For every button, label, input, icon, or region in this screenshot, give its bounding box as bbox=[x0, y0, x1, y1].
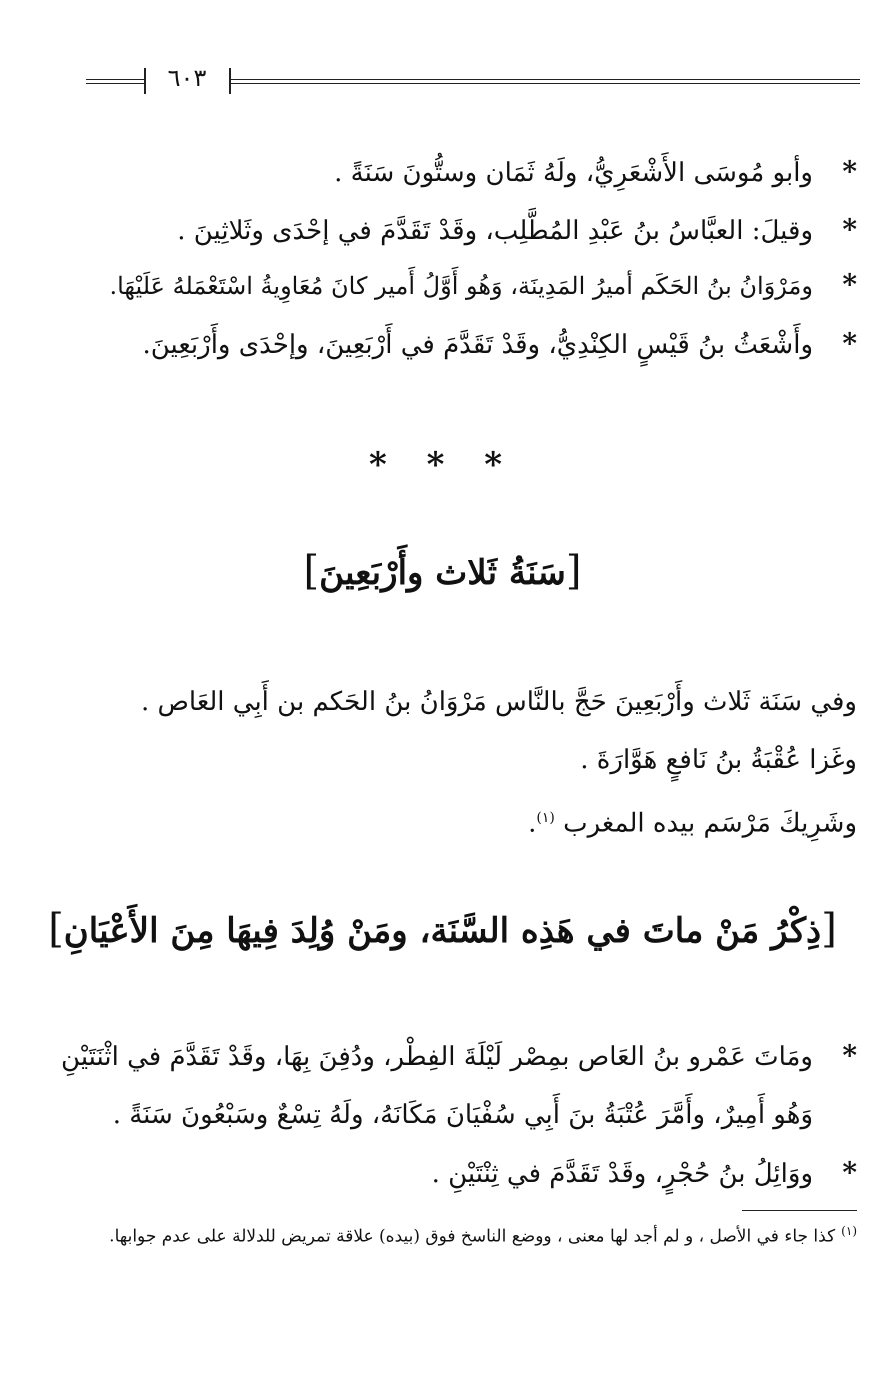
bullet-text: وقيلَ: العبَّاسُ بنُ عَبْدِ المُطَّلِب، وقَدْ تَقَدَّمَ في إحْدَى وثَلاثِينَ . bbox=[177, 216, 813, 246]
footnote-rule bbox=[742, 1210, 857, 1211]
bullet-text: ومَرْوَانُ بنُ الحَكَم أميرُ المَدِينَة، وَهُو أَوَّلُ أَمير كانَ مُعَاوِيةُ اسْتَعْمَلهُ عَلَيْهَا. bbox=[109, 272, 813, 300]
asterisk-icon: * bbox=[842, 213, 857, 246]
death-entry-line bbox=[61, 1036, 857, 1077]
bracket-close: ] bbox=[48, 906, 64, 952]
page-header bbox=[86, 62, 860, 102]
death-entry-text: ووَائِلُ بنُ حُجْرٍ، وقَدْ تَقَدَّمَ في ثِنْتَيْنِ . bbox=[431, 1159, 813, 1189]
header-bar bbox=[144, 68, 146, 94]
year-heading-text: سَنَةُ ثَلاث وأَرْبَعِينَ bbox=[319, 553, 566, 593]
bullet-line bbox=[60, 265, 857, 306]
page-number: ٦٠٣ bbox=[167, 64, 207, 92]
asterisk-icon: * bbox=[842, 155, 857, 188]
bracket-open: [ bbox=[821, 906, 837, 952]
asterisk-icon: * bbox=[842, 268, 857, 301]
asterisk-icon: * bbox=[842, 1156, 857, 1189]
footnote-mark: (١) bbox=[841, 1224, 857, 1238]
year-event-end: . bbox=[528, 808, 537, 839]
year-event-line: وغَزا عُقْبَةُ بنُ نَافعٍ هَوَّارَةَ . bbox=[580, 745, 857, 775]
year-event-line: وفي سَنَة ثَلاث وأَرْبَعِينَ حَجَّ بالنَّاس مَرْوَانُ بنُ الحَكم بن أَبِي العَاص . bbox=[140, 687, 857, 717]
year-heading bbox=[0, 548, 885, 594]
deaths-heading bbox=[0, 906, 885, 952]
death-entry-text: ومَاتَ عَمْرو بنُ العَاص بمِصْر لَيْلَةَ الفِطْر، ودُفِنَ بِهَا، وقَدْ تَقَدَّمَ في اثْنَتَيْنِ bbox=[61, 1042, 813, 1072]
header-rule-left bbox=[86, 79, 144, 84]
footnote-ref: (١) bbox=[536, 810, 555, 826]
header-rule-right bbox=[231, 79, 860, 84]
death-entry-line bbox=[80, 1153, 857, 1194]
asterisk-icon: * bbox=[842, 1039, 857, 1072]
death-entry-continuation: وَهُو أَمِيرٌ، وأَمَّرَ عُتْبَةُ بنَ أَبِي سُفْيَانَ مَكَانَهُ، ولَهُ تِسْعٌ وسَبْعُونَ سَنَةً . bbox=[112, 1100, 813, 1130]
section-separator: * * * bbox=[368, 445, 516, 485]
bullet-text: وأَشْعَثُ بنُ قَيْسٍ الكِنْدِيُّ، وقَدْ تَقَدَّمَ في أَرْبَعِينَ، وإحْدَى وأَرْبَعِينَ. bbox=[142, 330, 813, 360]
bracket-open: [ bbox=[565, 548, 582, 594]
bullet-line bbox=[80, 152, 857, 193]
bullet-line bbox=[80, 210, 857, 251]
deaths-heading-text: ذِكْرُ مَنْ ماتَ في هَذِه السَّنَة، ومَنْ وُلِدَ فِيهَا مِنَ الأَعْيَانِ bbox=[63, 911, 822, 951]
bullet-text: وأبو مُوسَى الأَشْعَرِيُّ، ولَهُ ثَمَان وستُّونَ سَنَةً . bbox=[334, 158, 813, 188]
year-event-text: وشَرِيكَ مَرْسَم بيده المغرب bbox=[563, 808, 857, 839]
bullet-line bbox=[80, 324, 857, 365]
footnote-text: كذا جاء في الأصل ، و لم أجد لها معنى ، ووضع الناسخ فوق (بيده) علاقة تمريض للدلالة على عدم جوابها. bbox=[109, 1226, 836, 1247]
asterisk-icon: * bbox=[842, 327, 857, 360]
year-event-line bbox=[80, 798, 857, 844]
bracket-close: ] bbox=[303, 548, 320, 594]
footnote bbox=[80, 1214, 857, 1254]
